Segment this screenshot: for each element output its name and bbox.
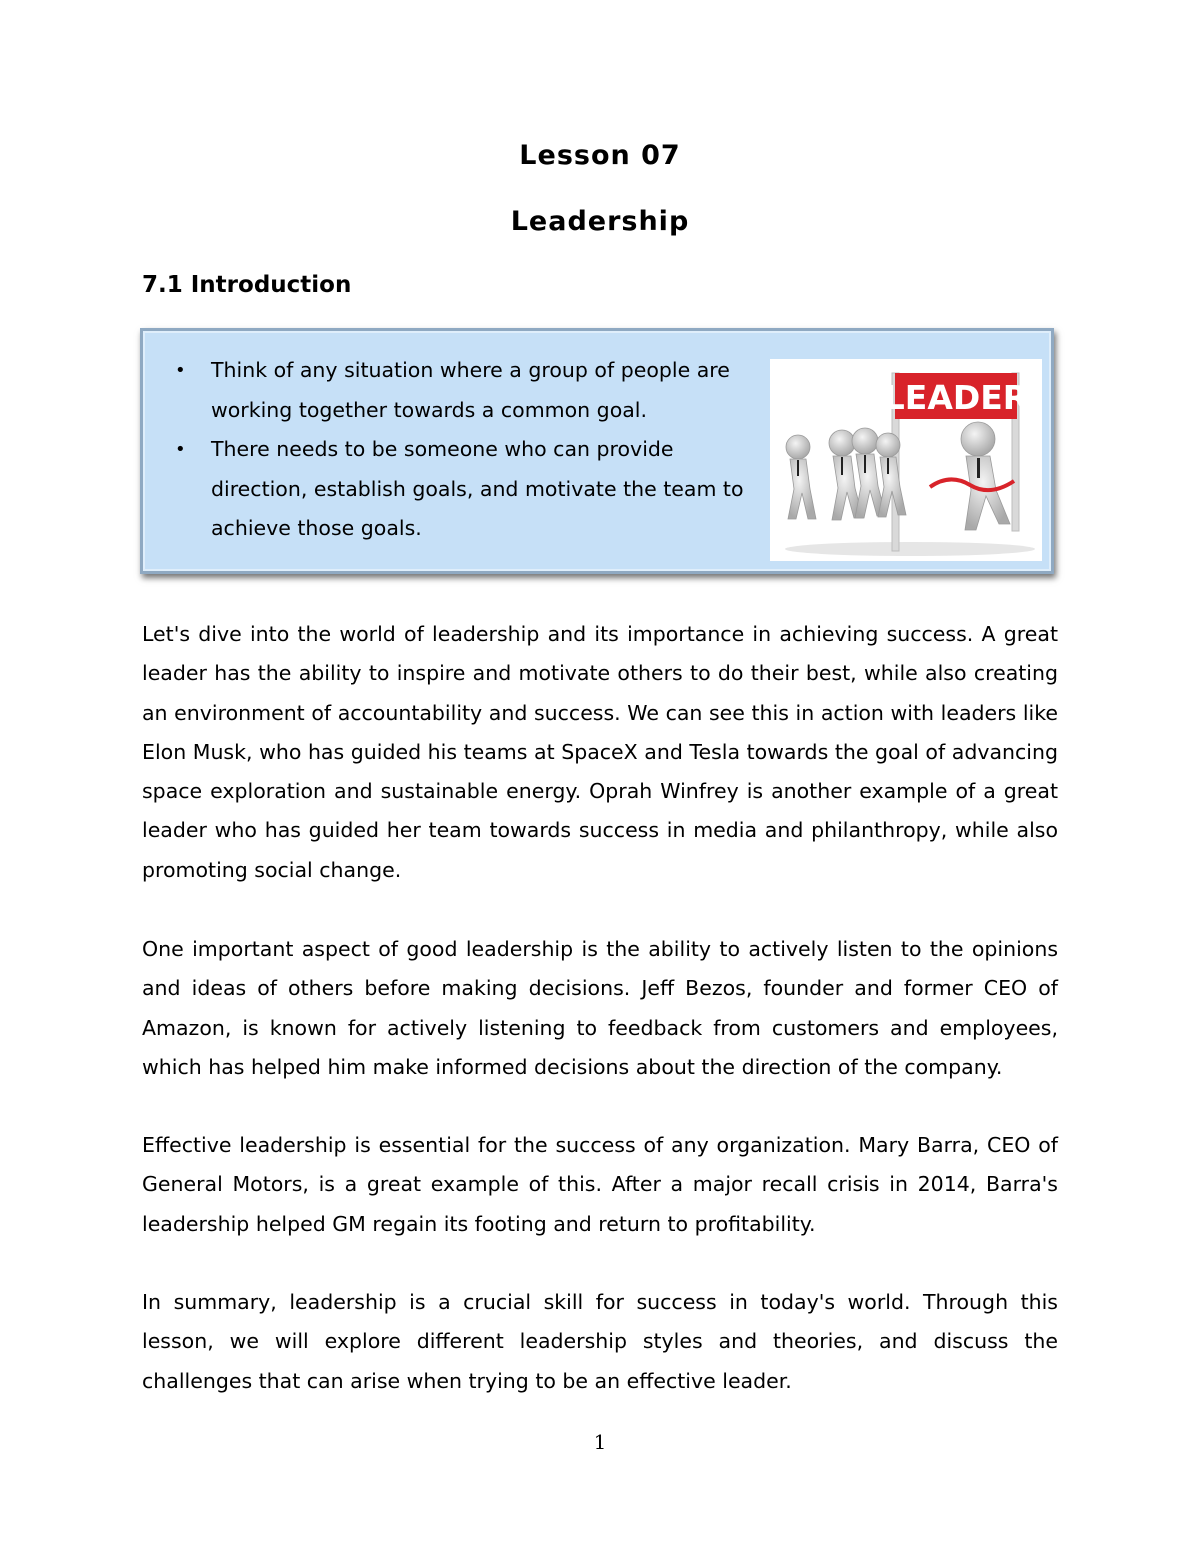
leader-race-icon bbox=[770, 359, 1042, 561]
paragraph: Effective leadership is essential for the success of any organization. Mary Barra, CEO of General Motors, is a great example of this. After a major recall crisis in 2014, Barra's leadership helped GM regain its footing and return to profitability. bbox=[142, 1133, 1058, 1236]
paragraph: In summary, leadership is a crucial skill for success in today's world. Through this lesson, we will explore different leadership styles and theories, and discuss the challenges that can arise when trying to be an effective leader. bbox=[142, 1290, 1058, 1393]
list-item bbox=[163, 351, 773, 430]
page-number: 1 bbox=[593, 1430, 607, 1454]
banner-text: LEADER bbox=[883, 378, 1029, 417]
paragraph: One important aspect of good leadership is the ability to actively listen to the opinions and ideas of others before making decisions. Jeff Bezos, founder and former CEO of Amazon, is known for actively listening to feedback from customers and employees, which has helped him make informed decisions about the direction of the company. bbox=[142, 937, 1058, 1079]
topic-title: Leadership bbox=[510, 206, 690, 237]
leader-illustration bbox=[770, 359, 1042, 561]
paragraph: Let's dive into the world of leadership and its importance in achieving success. A great leader has the ability to inspire and motivate others to do their best, while also creating an environment of accountability and success. We can see this in action with leaders like Elon Musk, who has guided his teams at SpaceX and Tesla towards the goal of advancing space exploration and sustainable energy. Oprah Winfrey is another example of a great leader who has guided her team towards success in media and philanthropy, while also promoting social change. bbox=[142, 622, 1058, 882]
intro-bullet-list bbox=[163, 351, 773, 549]
intro-callout-box bbox=[140, 328, 1054, 574]
lesson-title: Lesson 07 bbox=[519, 140, 681, 171]
bullet-text: Think of any situation where a group of people are working together towards a common goal. bbox=[211, 358, 730, 422]
bullet-icon: • bbox=[175, 360, 186, 381]
section-heading: 7.1 Introduction bbox=[142, 272, 352, 298]
bullet-icon: • bbox=[175, 439, 186, 460]
bullet-text: There needs to be someone who can provide direction, establish goals, and motivate the team to achieve those goals. bbox=[211, 437, 744, 540]
list-item bbox=[163, 430, 773, 549]
